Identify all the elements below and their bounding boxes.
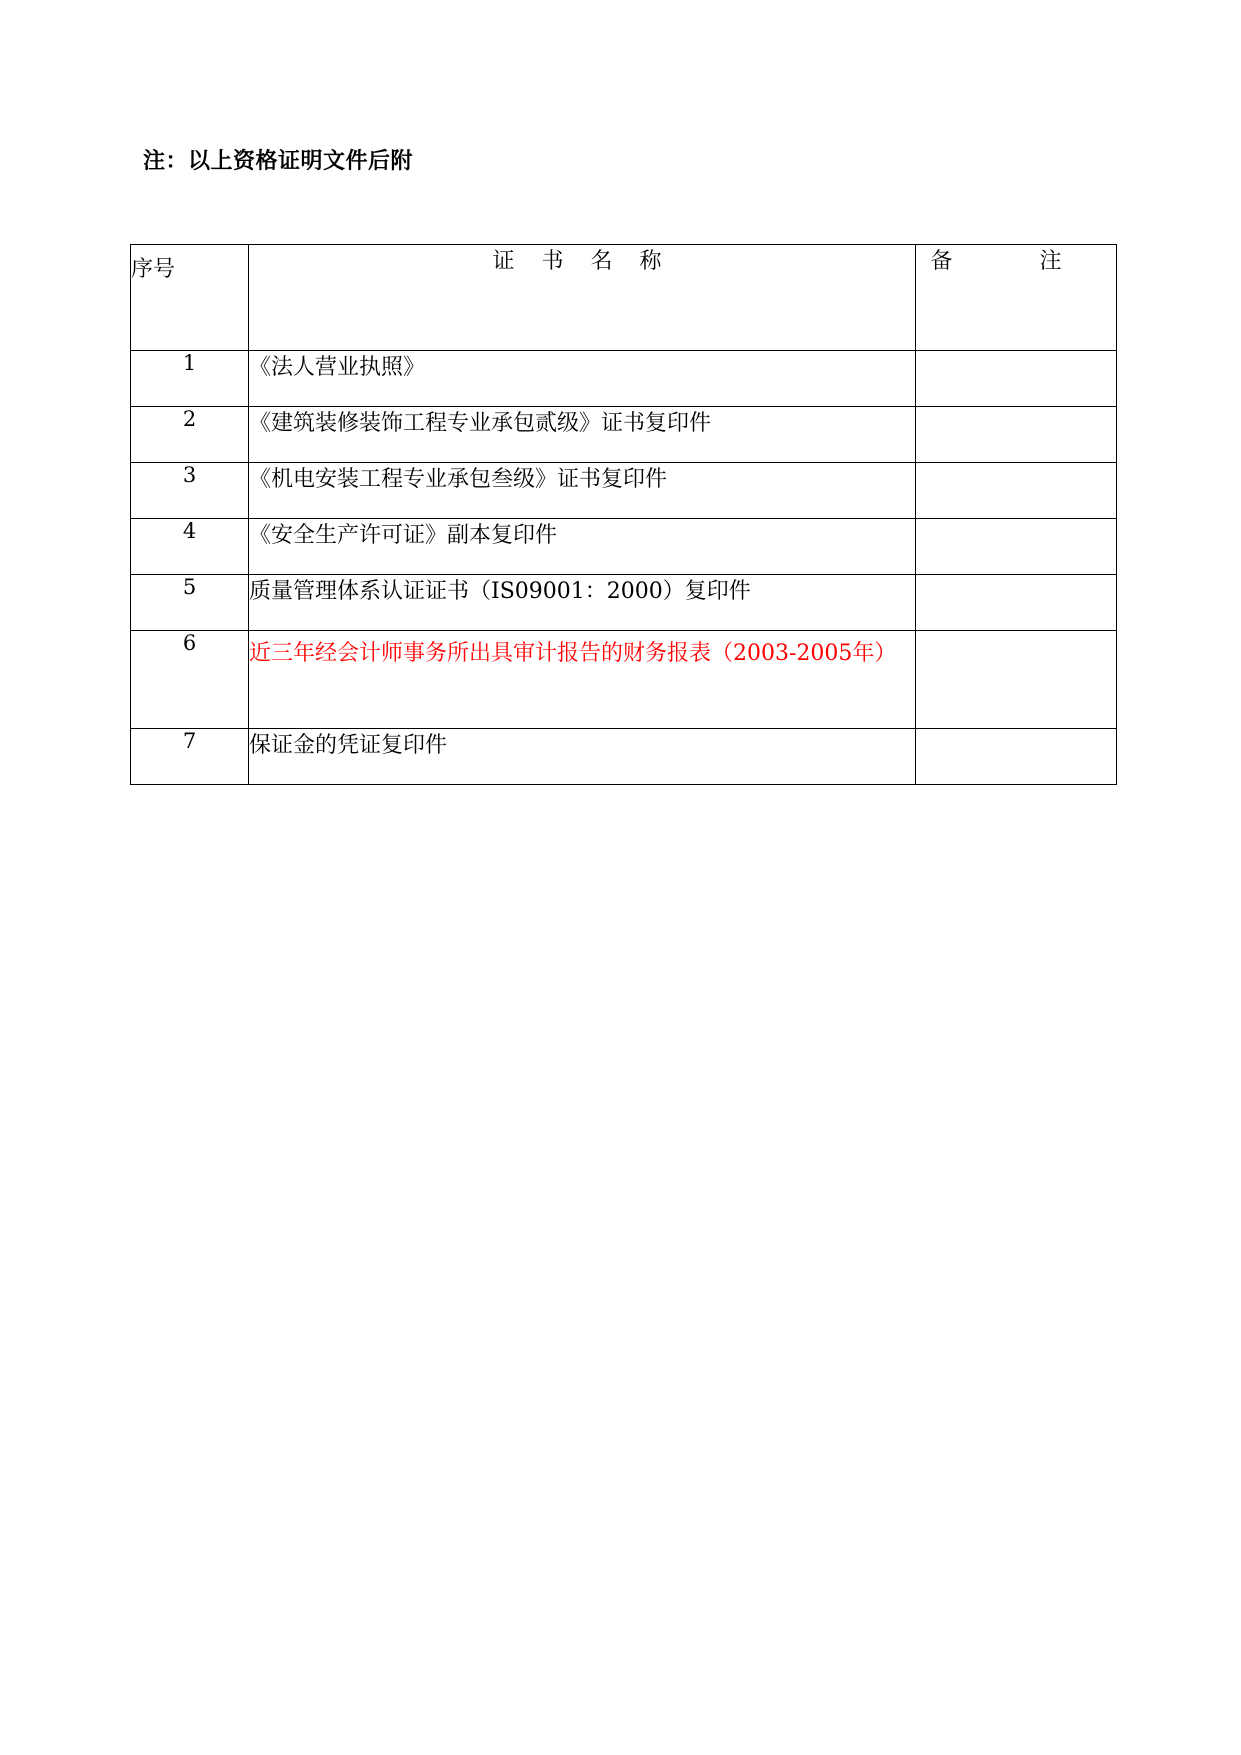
row-number: 2 [131,407,249,463]
row-number: 5 [131,575,249,631]
row-certificate-name: 近三年经会计师事务所出具审计报告的财务报表（2003-2005年） [249,631,916,729]
row-certificate-name: 《建筑装修装饰工程专业承包贰级》证书复印件 [249,407,916,463]
row-remark [916,631,1117,729]
table-row [131,631,1117,729]
row-remark [916,351,1117,407]
table-header-row [131,245,1117,351]
row-number: 7 [131,729,249,785]
header-name: 证 书 名 称 [249,245,916,351]
row-certificate-name: 《法人营业执照》 [249,351,916,407]
row-number: 3 [131,463,249,519]
attachment-note: 注：以上资格证明文件后附 [143,149,414,174]
row-remark [916,463,1117,519]
row-remark [916,729,1117,785]
row-number: 6 [131,631,249,729]
row-remark [916,519,1117,575]
row-certificate-name: 《机电安装工程专业承包叁级》证书复印件 [249,463,916,519]
table-row [131,575,1117,631]
row-number: 4 [131,519,249,575]
row-certificate-name: 《安全生产许可证》副本复印件 [249,519,916,575]
table-row [131,407,1117,463]
header-remark: 备 注 [916,245,1117,351]
table-row [131,729,1117,785]
row-number: 1 [131,351,249,407]
row-certificate-name: 质量管理体系认证证书（IS09001：2000）复印件 [249,575,916,631]
table-row [131,351,1117,407]
row-remark [916,575,1117,631]
header-number: 序号 [131,245,249,351]
row-remark [916,407,1117,463]
table-row [131,463,1117,519]
row-certificate-name: 保证金的凭证复印件 [249,729,916,785]
certificate-table [130,244,1117,785]
table-row [131,519,1117,575]
